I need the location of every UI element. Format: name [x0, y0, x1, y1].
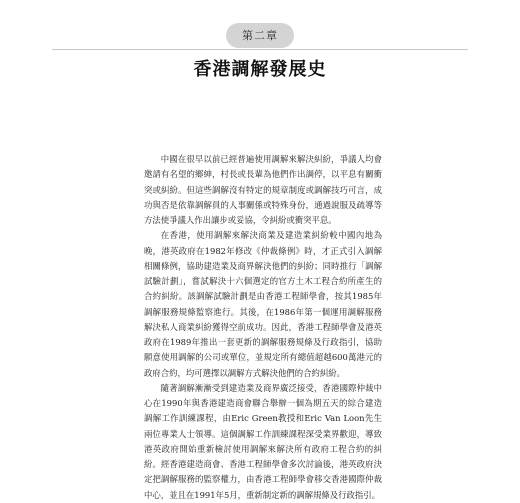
- chapter-label: 第二章: [226, 23, 294, 48]
- body-paragraph-3: 隨著調解漸漸受到建造業及商界廣泛接受，香港國際仲裁中心在1990年與香港建造商會聯合舉辦一個為期五天的綜合建造調解工作訓練課程，由Eric Green教授和Eric Van Loon先生兩位專業人士領導。這個調解工作訓練課程深受業界歡迎，導致港英政府開始重新檢討使用調解來解決所有政府工程合約的糾紛。經香港建造商會、香港工程師學會多次討論後，港英政府決定把調解服務的監察權力，由香港工程師學會移交香港國際仲裁中心，並且在1991年5月，重新制定新的調解規條及行政指引。: [144, 382, 382, 500]
- body-paragraph-2: 在香港，使用調解來解決商業及建造業糾紛較中國內地為晚，港英政府在1982年修改《仲裁條例》時，才正式引入調解相關條例，協助建造業及商界解決他們的糾紛；同時推行「調解試驗計劃」，嘗試解決十六個選定的官方土木工程合約所產生的合約糾紛。該調解試驗計劃是由香港工程師學會，按其1985年調解服務規條監察進行。其後，在1986年第一個運用調解服務解決私人商業糾紛獲得空前成功。因此，香港工程師學會及港英政府在1989年推出一套更新的調解服務規條及行政指引，協助願意使用調解的公司或單位，並規定所有總值超越600萬港元的政府合約，均可選擇以調解方式解決他們的合約糾紛。: [144, 230, 382, 378]
- chapter-title: 香港調解發展史: [193, 59, 327, 80]
- body-paragraph-1: 中國在很早以前已經普遍使用調解來解決糾紛，爭議人均會邀請有名望的鄉紳，村長或長輩為他們作出調停，以平息有關衝突或糾紛。但這些調解沒有特定的規章制度或調解技巧可言，成功與否是依靠調解員的人事關係或特殊身份，通過說服及疏導等方法使爭議人作出讓步或妥協，令糾紛或衝突平息。: [144, 154, 382, 225]
- chapter-heading-rule: [52, 49, 468, 50]
- chapter-body: [144, 152, 382, 503]
